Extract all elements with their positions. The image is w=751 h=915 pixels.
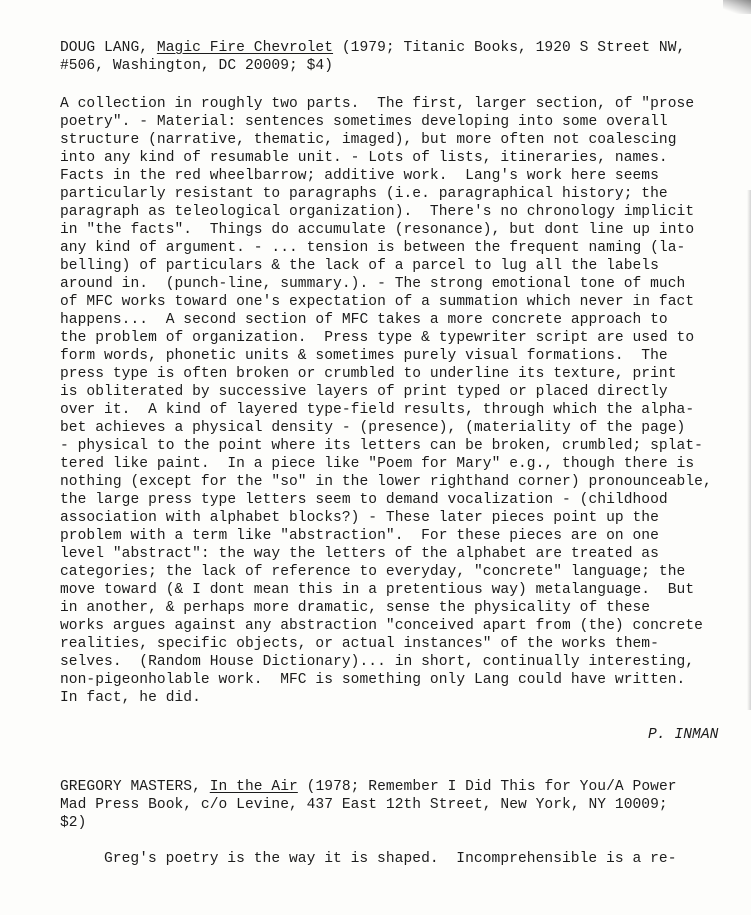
review1-body-line: works argues against any abstraction "conceived apart from (the) concrete [60,618,703,634]
review1-body-line: In fact, he did. [60,690,201,706]
review1-body-line: of MFC works toward one's expectation of a summation which never in fact [60,294,695,310]
review1-body-line: selves. (Random House Dictionary)... in short, continually interesting, [60,654,695,670]
review1-body-line: structure (narrative, thematic, imaged), but more often not coalescing [60,132,677,148]
review1-citation-line1 [60,39,685,57]
page-corner-shadow [723,0,751,14]
review1-body-line: problem with a term like "abstraction". For these pieces are on one [60,528,659,544]
review2-citation-line3: $2) [60,815,87,831]
review1-body-line: bet achieves a physical density - (presence), (materiality of the page) [60,420,686,436]
review2-publication-info: (1978; Remember I Did This for You/A Power [306,779,677,795]
review1-body-line: particularly resistant to paragraphs (i.e. paragraphical history; the [60,186,668,202]
review1-citation-line2: #506, Washington, DC 20009; $4) [60,58,334,74]
review1-publication-info: (1979; Titanic Books, 1920 S Street NW, [341,40,686,56]
review1-body-line: over it. A kind of layered type-field results, through which the alpha- [60,402,695,418]
review1-body-line: Facts in the red wheelbarrow; additive work. Lang's work here seems [60,168,659,184]
review2-citation-line2: Mad Press Book, c/o Levine, 437 East 12th Street, New York, NY 10009; [60,797,668,813]
review1-body-line: level "abstract": the way the letters of the alphabet are treated as [60,546,659,562]
review1-body-line: poetry". - Material: sentences sometimes developing into some overall [60,114,668,130]
review1-body-line: any kind of argument. - ... tension is between the frequent naming (la- [60,240,686,256]
review2-book-title: In the Air [209,779,298,795]
review1-body-line: in "the facts". Things do accumulate (resonance), but dont line up into [60,222,695,238]
review1-body-line: move toward (& I dont mean this in a pretentious way) metalanguage. But [60,582,695,598]
page-edge-shadow [747,190,751,710]
review1-body-line: into any kind of resumable unit. - Lots of lists, itineraries, names. [60,150,668,166]
review2-citation-line1 [60,778,677,796]
review1-body-line: categories; the lack of reference to everyday, "concrete" language; the [60,564,686,580]
review1-body-line: form words, phonetic units & sometimes purely visual formations. The [60,348,668,364]
review1-author: DOUG LANG, [60,40,149,56]
review1-body-line: belling) of particulars & the lack of a parcel to lug all the labels [60,258,659,274]
review1-body-line: A collection in roughly two parts. The first, larger section, of "prose [60,96,695,112]
review1-body-line: paragraph as teleological organization). There's no chronology implicit [60,204,695,220]
review1-body-line: realities, specific objects, or actual instances" of the works them- [60,636,659,652]
review1-body-line: association with alphabet blocks?) - These later pieces point up the [60,510,659,526]
review1-body-line: happens... A second section of MFC takes a more concrete approach to [60,312,668,328]
review1-book-title: Magic Fire Chevrolet [156,40,334,56]
review1-body-line: the problem of organization. Press type & typewriter script are used to [60,330,695,346]
review1-body-line: in another, & perhaps more dramatic, sense the physicality of these [60,600,651,616]
review1-body-line: the large press type letters seem to demand vocalization - (childhood [60,492,668,508]
review1-body-line: non-pigeonholable work. MFC is something only Lang could have written. [60,672,686,688]
review1-body-line: tered like paint. In a piece like "Poem for Mary" e.g., though there is [60,456,695,472]
review1-body-line: nothing (except for the "so" in the lower righthand corner) pronounceable, [60,474,712,490]
review2-author: GREGORY MASTERS, [60,779,201,795]
review1-body-line: - physical to the point where its letters can be broken, crumbled; splat- [60,438,703,454]
review1-body-line: around in. (punch-line, summary.). - The strong emotional tone of much [60,276,686,292]
review1-body-line: is obliterated by successive layers of print typed or placed directly [60,384,668,400]
review1-signature: P. INMAN [648,727,719,743]
review1-body-line: press type is often broken or crumbled to underline its texture, print [60,366,677,382]
review2-body-line: Greg's poetry is the way it is shaped. Incomprehensible is a re- [104,851,677,867]
